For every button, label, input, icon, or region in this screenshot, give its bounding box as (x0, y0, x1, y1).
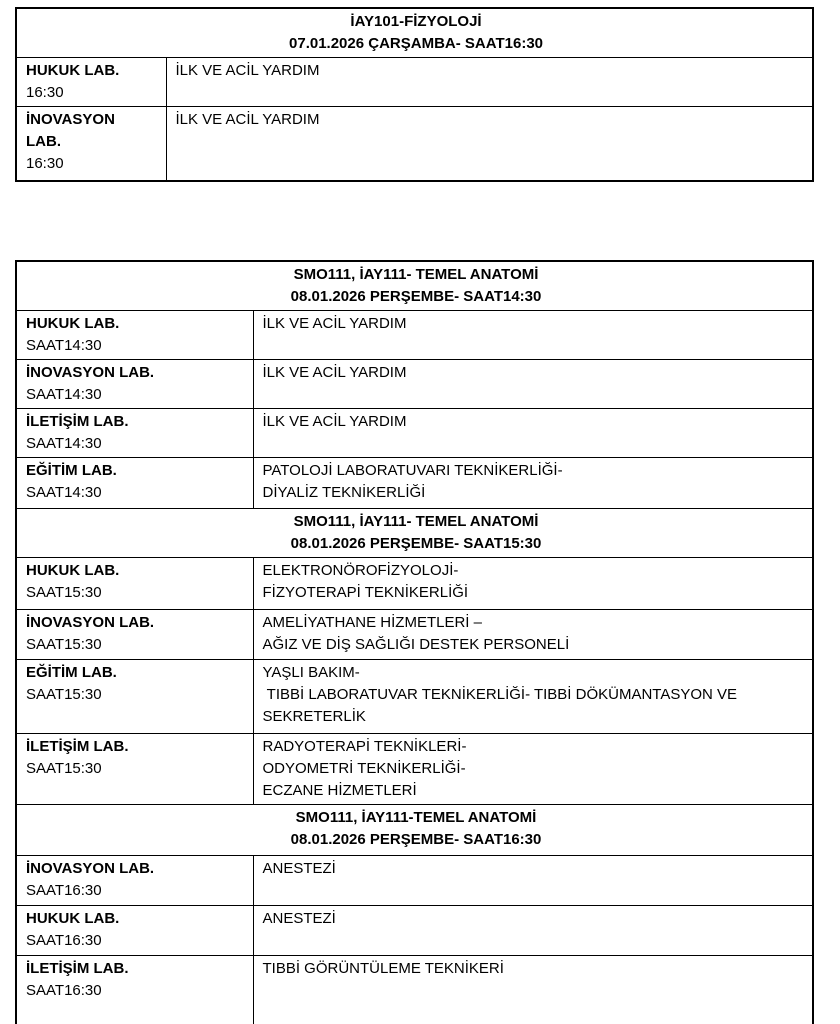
table-row (16, 58, 813, 107)
room-cell (16, 58, 166, 107)
exam-datetime: 08.01.2026 PERŞEMBE- SAAT16:30 (290, 830, 542, 848)
time-label: SAAT15:30 (26, 635, 102, 653)
exam-schedule-table-anatomi (15, 260, 814, 1024)
course-line: ELEKTRONÖROFİZYOLOJİ- (262, 561, 459, 579)
course-cell (253, 457, 813, 508)
exam-title: İAY101-FİZYOLOJİ (350, 13, 482, 30)
table-row (16, 855, 813, 905)
table-row (16, 408, 813, 457)
course-cell (253, 609, 813, 659)
section-header-cell (16, 804, 813, 855)
room-cell (16, 733, 253, 804)
course-cell (253, 310, 813, 359)
course-cell (253, 855, 813, 905)
room-name: İLETİŞİM LAB. (26, 959, 129, 977)
course-line: İLK VE ACİL YARDIM (262, 363, 407, 381)
table-row (16, 733, 813, 804)
course-cell (253, 659, 813, 733)
course-line: ANESTEZİ (262, 859, 336, 877)
room-name: İNOVASYON LAB. (26, 363, 155, 381)
course-cell (253, 557, 813, 609)
room-name: HUKUK LAB. (26, 62, 120, 79)
time-label: SAAT14:30 (26, 434, 102, 452)
room-cell (16, 359, 253, 408)
exam-title: SMO111, İAY111- TEMEL ANATOMİ (293, 512, 539, 530)
exam-schedule-table-fizyoloji (15, 7, 814, 182)
room-name: HUKUK LAB. (26, 909, 120, 927)
exam-title: SMO111, İAY111- TEMEL ANATOMİ (293, 265, 539, 283)
room-cell (16, 609, 253, 659)
course-cell (166, 58, 813, 107)
course-line: PATOLOJİ LABORATUVARI TEKNİKERLİĞİ- (262, 461, 563, 479)
course-cell (166, 107, 813, 181)
course-cell (253, 905, 813, 955)
course-cell (253, 955, 813, 1024)
time-label: SAAT14:30 (26, 483, 102, 501)
time-label: SAAT15:30 (26, 759, 102, 777)
table-row (16, 107, 813, 181)
time-label: SAAT14:30 (26, 336, 102, 354)
section-header-cell (16, 508, 813, 557)
course-line: İLK VE ACİL YARDIM (262, 412, 407, 430)
course-line: AMELİYATHANE HİZMETLERİ – (262, 613, 482, 631)
course-cell (253, 408, 813, 457)
room-cell (16, 408, 253, 457)
section-header-cell (16, 8, 813, 58)
time-label: SAAT16:30 (26, 881, 102, 899)
time-label: SAAT15:30 (26, 685, 102, 703)
course-line: İLK VE ACİL YARDIM (175, 111, 320, 128)
room-cell (16, 457, 253, 508)
room-name: İNOVASYON LAB. (26, 859, 155, 877)
room-name: HUKUK LAB. (26, 561, 120, 579)
section-header-row (16, 508, 813, 557)
exam-datetime: 08.01.2026 PERŞEMBE- SAAT15:30 (290, 534, 542, 552)
course-cell (253, 359, 813, 408)
room-cell (16, 310, 253, 359)
time-label: 16:30 (26, 84, 64, 101)
time-label: 16:30 (26, 155, 64, 172)
room-name: EĞİTİM LAB. (26, 461, 117, 479)
course-line: ANESTEZİ (262, 909, 336, 927)
time-label: SAAT14:30 (26, 385, 102, 403)
section-header-cell (16, 261, 813, 311)
course-line: ODYOMETRİ TEKNİKERLİĞİ- (262, 759, 466, 777)
course-line: FİZYOTERAPİ TEKNİKERLİĞİ (262, 583, 469, 601)
room-cell (16, 659, 253, 733)
course-line: TIBBİ GÖRÜNTÜLEME TEKNİKERİ (262, 959, 504, 977)
table-row (16, 557, 813, 609)
course-line: TIBBİ LABORATUVAR TEKNİKERLİĞİ- TIBBİ DÖKÜMANTASYON VE (262, 685, 738, 703)
room-cell (16, 107, 166, 181)
table-row (16, 310, 813, 359)
room-name: İLETİŞİM LAB. (26, 412, 129, 430)
course-line: İLK VE ACİL YARDIM (175, 62, 320, 79)
table-row (16, 609, 813, 659)
exam-datetime: 07.01.2026 ÇARŞAMBA- SAAT16:30 (289, 35, 543, 52)
course-cell (253, 733, 813, 804)
room-name: EĞİTİM LAB. (26, 663, 117, 681)
table-row (16, 659, 813, 733)
room-cell (16, 557, 253, 609)
course-line: SEKRETERLİK (262, 707, 366, 725)
table-row (16, 457, 813, 508)
course-line: YAŞLI BAKIM- (262, 663, 360, 681)
section-header-row (16, 8, 813, 58)
room-name: İLETİŞİM LAB. (26, 737, 129, 755)
exam-title: SMO111, İAY111-TEMEL ANATOMİ (295, 808, 537, 826)
course-line: ECZANE HİZMETLERİ (262, 781, 417, 799)
table-row (16, 905, 813, 955)
room-name: İNOVASYON LAB. (26, 613, 155, 631)
course-line: DİYALİZ TEKNİKERLİĞİ (262, 483, 426, 501)
exam-datetime: 08.01.2026 PERŞEMBE- SAAT14:30 (290, 287, 542, 305)
section-header-row (16, 804, 813, 855)
time-label: SAAT16:30 (26, 931, 102, 949)
table-row (16, 359, 813, 408)
room-name: İNOVASYON LAB. (26, 111, 115, 150)
room-cell (16, 905, 253, 955)
course-line: RADYOTERAPİ TEKNİKLERİ- (262, 737, 467, 755)
course-line: AĞIZ VE DİŞ SAĞLIĞI DESTEK PERSONELİ (262, 635, 570, 653)
room-name: HUKUK LAB. (26, 314, 120, 332)
course-line: İLK VE ACİL YARDIM (262, 314, 407, 332)
room-cell (16, 855, 253, 905)
table-row (16, 955, 813, 1024)
time-label: SAAT15:30 (26, 583, 102, 601)
section-header-row (16, 261, 813, 311)
room-cell (16, 955, 253, 1024)
time-label: SAAT16:30 (26, 981, 102, 999)
